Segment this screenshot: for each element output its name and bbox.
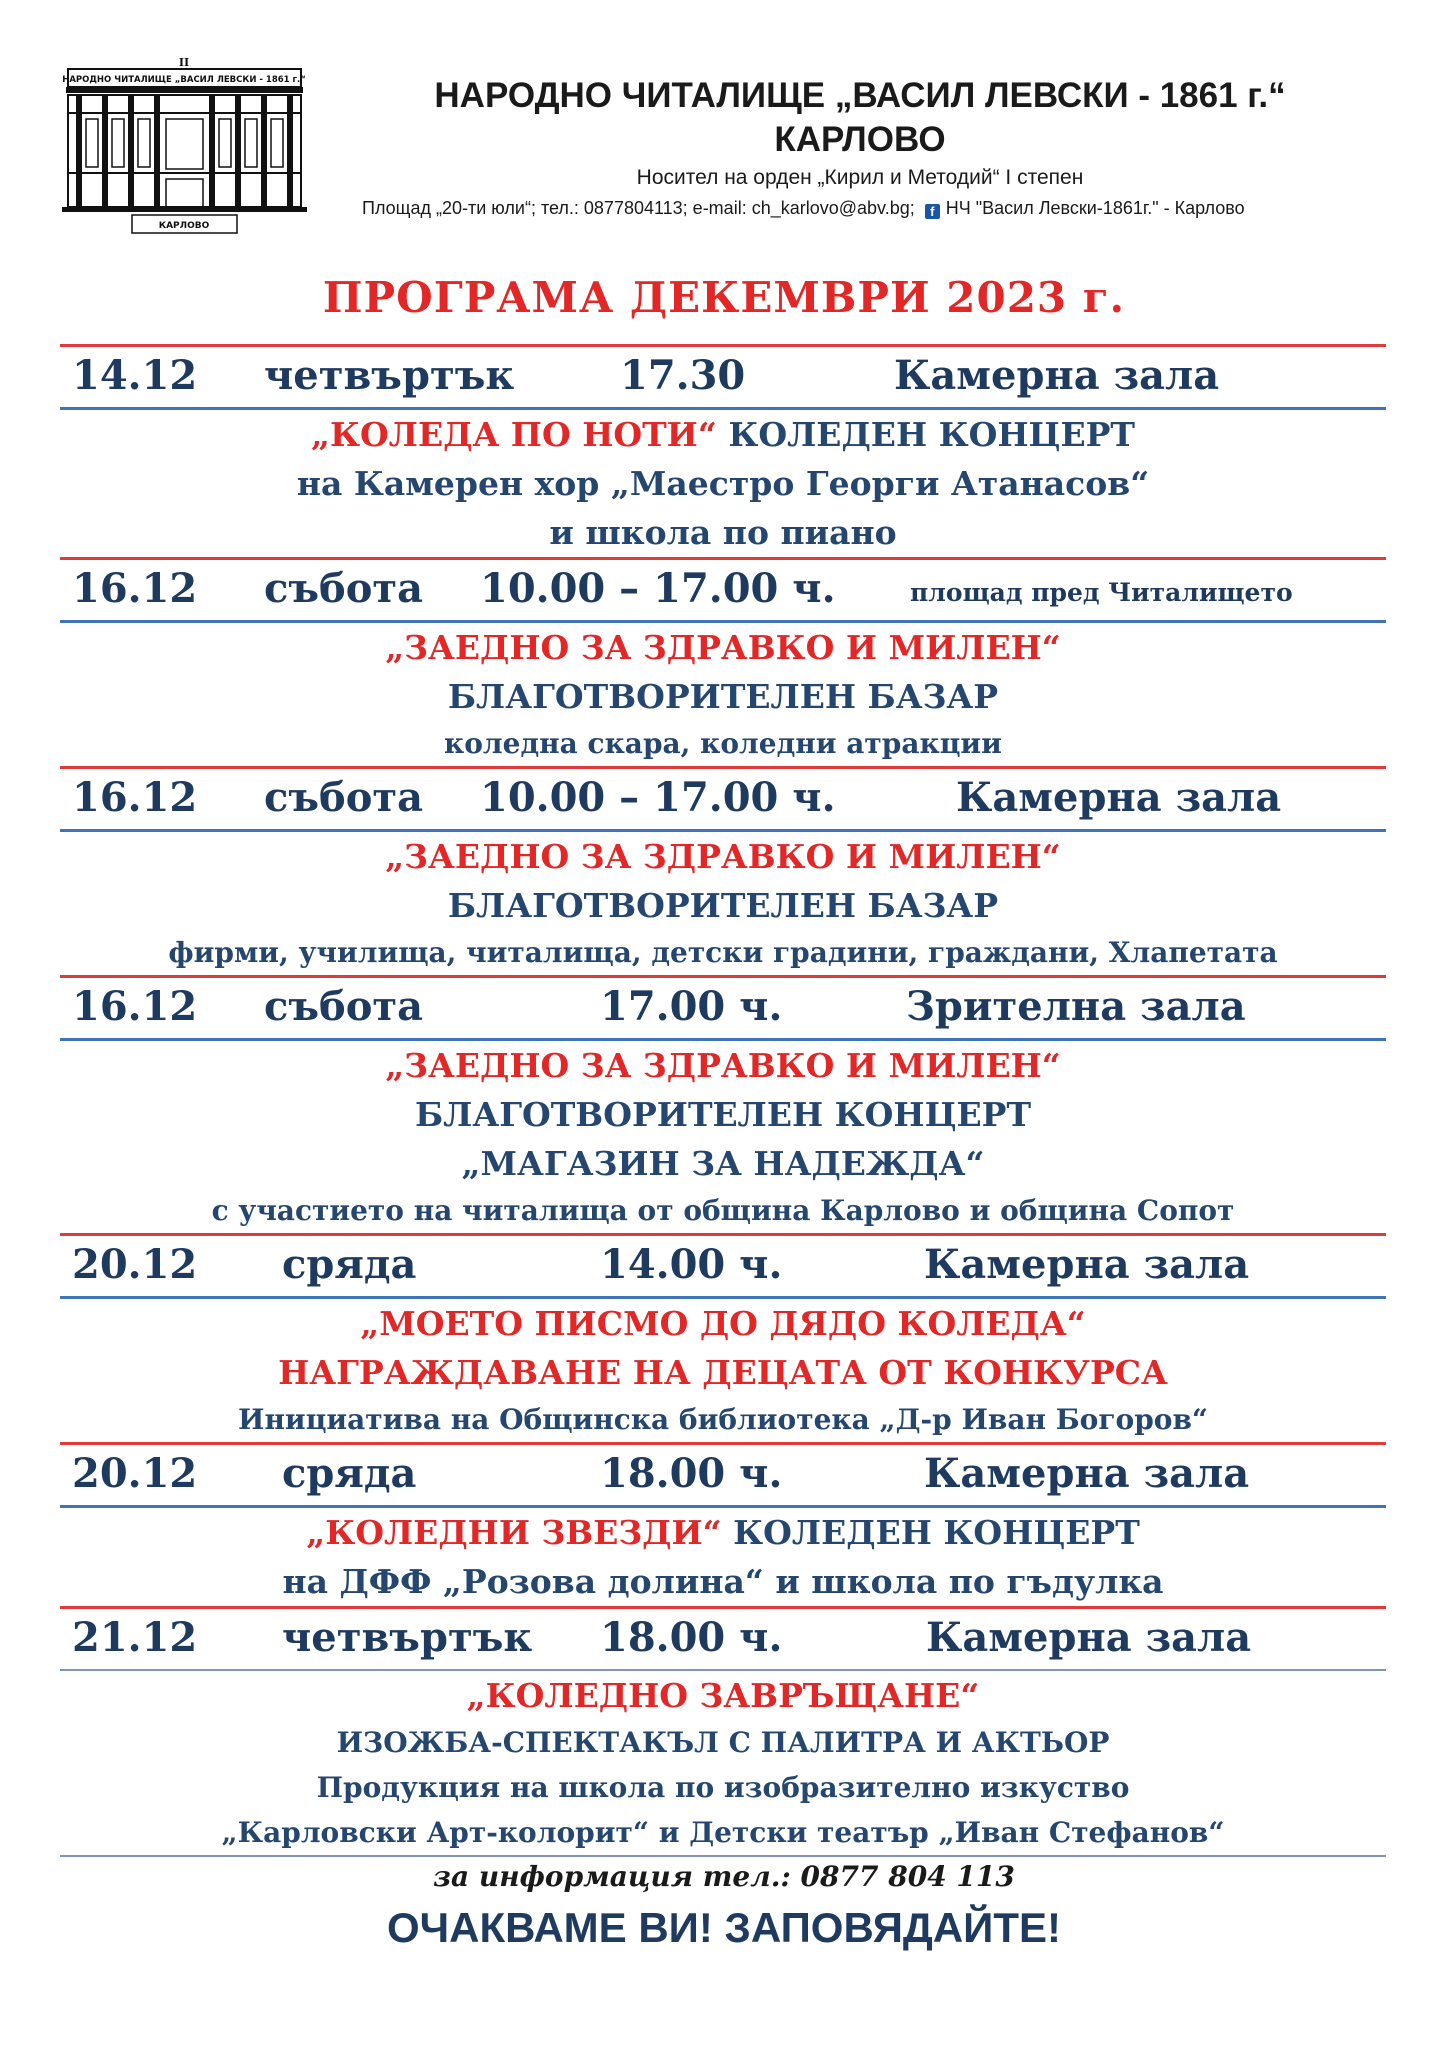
event-day: сряда <box>282 1450 417 1497</box>
event-line: „КОЛЕДНИ ЗВЕЗДИ“ КОЛЕДЕН КОНЦЕРТ <box>306 1513 1140 1552</box>
event-time: 10.00 – 17.00 ч. <box>480 774 836 821</box>
event-line: и школа по пиано <box>549 513 897 552</box>
event-date: 20.12 <box>72 1450 198 1497</box>
logo-caption-bottom: КАРЛОВО <box>158 221 210 231</box>
event-description <box>60 623 1386 766</box>
event-item <box>60 1606 1386 1857</box>
event-location: Камерна зала <box>924 1241 1250 1288</box>
footer-cta: ОЧАКВАМЕ ВИ! ЗАПОВЯДАЙТЕ! <box>386 1904 1062 1951</box>
org-city: КАРЛОВО <box>774 120 946 159</box>
event-item <box>60 1442 1386 1606</box>
event-time: 18.00 ч. <box>600 1450 783 1497</box>
event-day: събота <box>264 774 424 821</box>
event-header <box>60 975 1386 1041</box>
facebook-link[interactable]: НЧ "Васил Левски-1861г." - Карлово <box>945 198 1245 218</box>
event-header <box>60 1233 1386 1299</box>
event-line: „Карловски Арт-колорит“ и Детски театър „Иван Стефанов“ <box>221 1816 1225 1849</box>
event-header <box>60 766 1386 832</box>
event-location: Камерна зала <box>894 352 1220 399</box>
org-name: НАРОДНО ЧИТАЛИЩЕ „ВАСИЛ ЛЕВСКИ - 1861 г.“ <box>434 76 1286 115</box>
event-description <box>60 410 1386 557</box>
event-item <box>60 344 1386 557</box>
event-date: 16.12 <box>72 565 198 612</box>
events-list <box>60 344 1386 1857</box>
event-time: 17.30 <box>620 352 746 399</box>
page-header <box>0 0 1448 240</box>
event-location: Камерна зала <box>956 774 1282 821</box>
event-description <box>60 1041 1386 1233</box>
event-header <box>60 557 1386 623</box>
event-location: Зрителна зала <box>906 983 1246 1030</box>
event-line: „ЗАЕДНО ЗА ЗДРАВКО И МИЛЕН“ <box>385 628 1061 667</box>
event-date: 14.12 <box>72 352 198 399</box>
event-header <box>60 344 1386 410</box>
event-time: 10.00 – 17.00 ч. <box>480 565 836 612</box>
event-line: Продукция на школа по изобразително изкуство <box>316 1771 1130 1804</box>
event-line: НАГРАЖДАВАНЕ НА ДЕЦАТА ОТ КОНКУРСА <box>278 1353 1168 1392</box>
event-date: 21.12 <box>72 1614 198 1661</box>
event-day: събота <box>264 983 424 1030</box>
logo-caption-top: НАРОДНО ЧИТАЛИЩЕ „ВАСИЛ ЛЕВСКИ - 1861 г.“ <box>62 75 306 85</box>
event-line: на ДФФ „Розова долина“ и школа по гъдулка <box>282 1562 1164 1601</box>
event-line: „МОЕТО ПИСМО ДО ДЯДО КОЛЕДА“ <box>360 1304 1086 1343</box>
event-item <box>60 975 1386 1233</box>
event-line: фирми, училища, читалища, детски градини, граждани, Хлапетата <box>168 936 1278 969</box>
contacts-text: Площад „20-ти юли“; тел.: 0877804113; e-mail: ch_karlovo@abv.bg; <box>362 198 915 218</box>
event-line: БЛАГОТВОРИТЕЛЕН БАЗАР <box>447 886 999 925</box>
org-contacts <box>362 198 1402 219</box>
event-line: Инициатива на Общинска библиотека „Д-р Иван Богоров“ <box>237 1403 1209 1436</box>
event-item <box>60 766 1386 975</box>
event-line: „ЗАЕДНО ЗА ЗДРАВКО И МИЛЕН“ <box>385 837 1061 876</box>
event-description <box>60 832 1386 975</box>
event-line: БЛАГОТВОРИТЕЛЕН БАЗАР <box>447 677 999 716</box>
event-item <box>60 557 1386 766</box>
event-date: 20.12 <box>72 1241 198 1288</box>
event-line: на Камерен хор „Маестро Георги Атанасов“ <box>296 464 1150 503</box>
event-description <box>60 1671 1386 1857</box>
event-description <box>60 1508 1386 1606</box>
event-date: 16.12 <box>72 774 198 821</box>
event-date: 16.12 <box>72 983 198 1030</box>
event-day: четвъртък <box>282 1614 533 1661</box>
logo-roman: II <box>178 56 190 69</box>
page-title: ПРОГРАМА ДЕКЕМВРИ 2023 г. <box>322 273 1126 322</box>
event-time: 17.00 ч. <box>600 983 783 1030</box>
event-location: площад пред Читалището <box>910 578 1293 607</box>
event-location: Камерна зала <box>924 1450 1250 1497</box>
building-logo-icon <box>62 55 307 235</box>
event-description <box>60 1299 1386 1442</box>
event-line: с участието на читалища от община Карлово и община Сопот <box>211 1194 1235 1227</box>
event-day: сряда <box>282 1241 417 1288</box>
event-line: БЛАГОТВОРИТЕЛЕН КОНЦЕРТ <box>414 1095 1032 1134</box>
event-day: четвъртък <box>264 352 515 399</box>
event-line: „КОЛЕДНО ЗАВРЪЩАНЕ“ <box>466 1676 980 1715</box>
event-day: събота <box>264 565 424 612</box>
event-item <box>60 1233 1386 1442</box>
org-order: Носител на орден „Кирил и Методий“ I степен <box>636 166 1084 189</box>
event-location: Камерна зала <box>926 1614 1252 1661</box>
event-time: 18.00 ч. <box>600 1614 783 1661</box>
event-line: „ЗАЕДНО ЗА ЗДРАВКО И МИЛЕН“ <box>385 1046 1061 1085</box>
event-line: „МАГАЗИН ЗА НАДЕЖДА“ <box>461 1144 985 1183</box>
footer-info: за информация тел.: 0877 804 113 <box>433 1860 1015 1893</box>
event-time: 14.00 ч. <box>600 1241 783 1288</box>
event-line: ИЗОЖБА-СПЕКТАКЪЛ С ПАЛИТРА И АКТЬОР <box>336 1726 1110 1759</box>
facebook-icon[interactable]: f <box>925 204 940 219</box>
event-header <box>60 1606 1386 1671</box>
event-line: коледна скара, коледни атракции <box>444 727 1002 760</box>
event-header <box>60 1442 1386 1508</box>
event-line: „КОЛЕДА ПО НОТИ“ КОЛЕДЕН КОНЦЕРТ <box>311 415 1135 454</box>
